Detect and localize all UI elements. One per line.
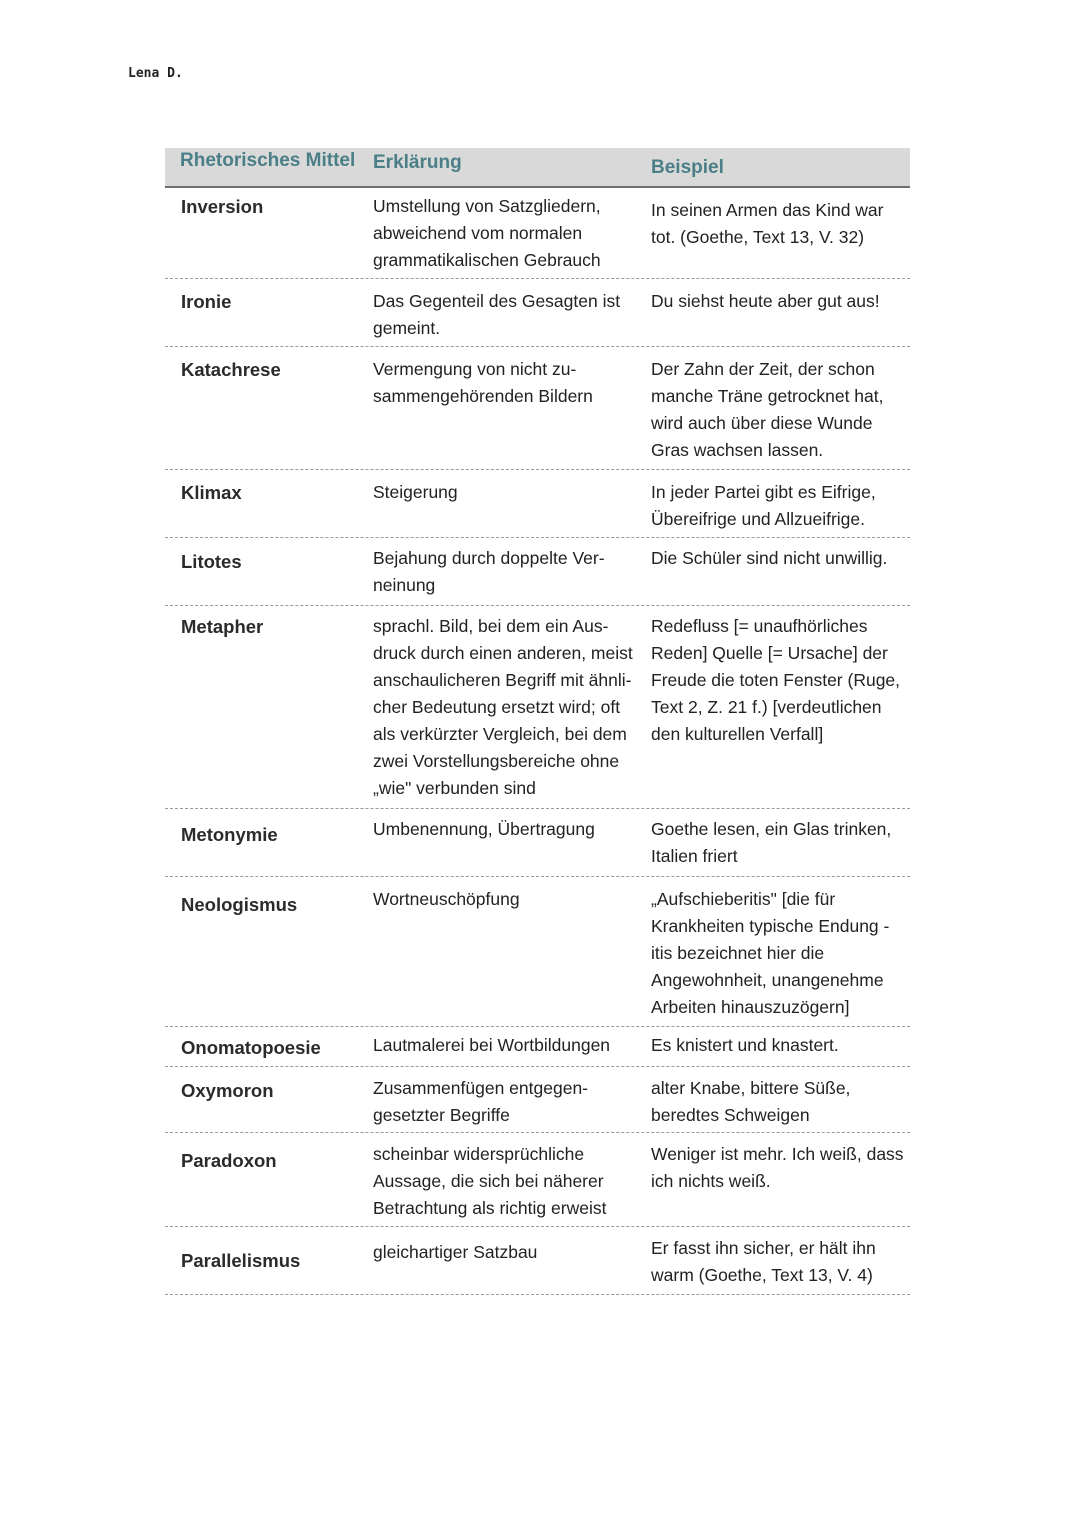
row-term: Oxymoron [181,1080,274,1101]
row-explanation: Lautmalerei bei Wortbildungen [373,1035,611,1055]
rhetoric-table [165,148,910,1295]
row-explanation: Zusammenfügen entgegen-gesetzter Begriffe [373,1078,588,1125]
author-name: Lena D. [128,66,183,81]
header-term: Rhetorisches Mittel [180,150,356,171]
row-explanation: Das Gegenteil des Gesagten ist gemeint. [373,291,621,338]
table-row [165,1227,910,1295]
row-term: Metapher [181,616,264,637]
row-term: Inversion [181,196,264,217]
table-row [165,1027,910,1067]
table-row [165,1133,910,1227]
row-explanation: Umstellung von Satzgliedern, abweichend vom normalen grammatikalischen Gebrauch [373,196,601,270]
row-explanation: gleichartiger Satzbau [373,1242,538,1262]
header-example: Beispiel [651,157,724,178]
row-example: Weniger ist mehr. Ich weiß, dass ich nichts weiß. [651,1144,904,1191]
table-header [165,148,910,188]
table-row [165,538,910,606]
table-row [165,470,910,538]
row-explanation: sprachl. Bild, bei dem ein Aus-druck durch einen anderen, meist anschaulicheren Begriff mit ähnli-cher Bedeutung ersetzt wird; oft als verkürzter Vergleich, bei dem zwei Vorstellungsbereiche ohne „wie" verbunden sind [373,616,633,798]
row-example: In seinen Armen das Kind war tot. (Goethe, Text 13, V. 32) [651,200,884,247]
row-explanation: Vermengung von nicht zu-sammengehörenden Bildern [373,359,593,406]
table-row [165,279,910,347]
row-example: In jeder Partei gibt es Eifrige, Übereifrige und Allzueifrige. [651,482,876,529]
row-term: Metonymie [181,824,278,845]
row-example: alter Knabe, bittere Süße, beredtes Schweigen [651,1078,851,1125]
row-term: Paradoxon [181,1150,277,1171]
row-example: Die Schüler sind nicht unwillig. [651,548,888,568]
row-example: Der Zahn der Zeit, der schon manche Träne getrocknet hat, wird auch über diese Wunde Gras wachsen lassen. [651,359,884,460]
table-row [165,809,910,877]
table-row [165,877,910,1027]
table-row [165,1067,910,1133]
table-row [165,347,910,470]
table-row [165,188,910,279]
row-term: Ironie [181,291,232,312]
row-example: „Aufschieberitis" [die für Krankheiten typische Endung -itis bezeichnet hier die Angewohnheit, unangenehme Arbeiten hinauszuzögern] [651,889,890,1017]
row-term: Neologismus [181,894,298,915]
row-term: Parallelismus [181,1250,301,1271]
table-row [165,606,910,809]
row-example: Redefluss [= unaufhörliches Reden] Quelle [= Ursache] der Freude die toten Fenster (Ruge, Text 2, Z. 21 f.) [verdeutlichen den kulturellen Verfall] [651,616,901,744]
header-explanation: Erklärung [373,152,462,173]
row-example: Du siehst heute aber gut aus! [651,291,880,311]
row-explanation: Umbenennung, Übertragung [373,819,595,839]
row-term: Klimax [181,482,242,503]
row-example: Es knistert und knastert. [651,1035,839,1055]
row-explanation: Steigerung [373,482,458,502]
row-term: Katachrese [181,359,281,380]
row-example: Er fasst ihn sicher, er hält ihn warm (Goethe, Text 13, V. 4) [651,1238,876,1285]
row-explanation: scheinbar widersprüchliche Aussage, die sich bei näherer Betrachtung als richtig erweist [373,1144,607,1218]
row-explanation: Bejahung durch doppelte Ver-neinung [373,548,605,595]
row-term: Litotes [181,551,242,572]
row-term: Onomatopoesie [181,1037,321,1058]
row-example: Goethe lesen, ein Glas trinken, Italien friert [651,819,892,866]
row-explanation: Wortneuschöpfung [373,889,520,909]
